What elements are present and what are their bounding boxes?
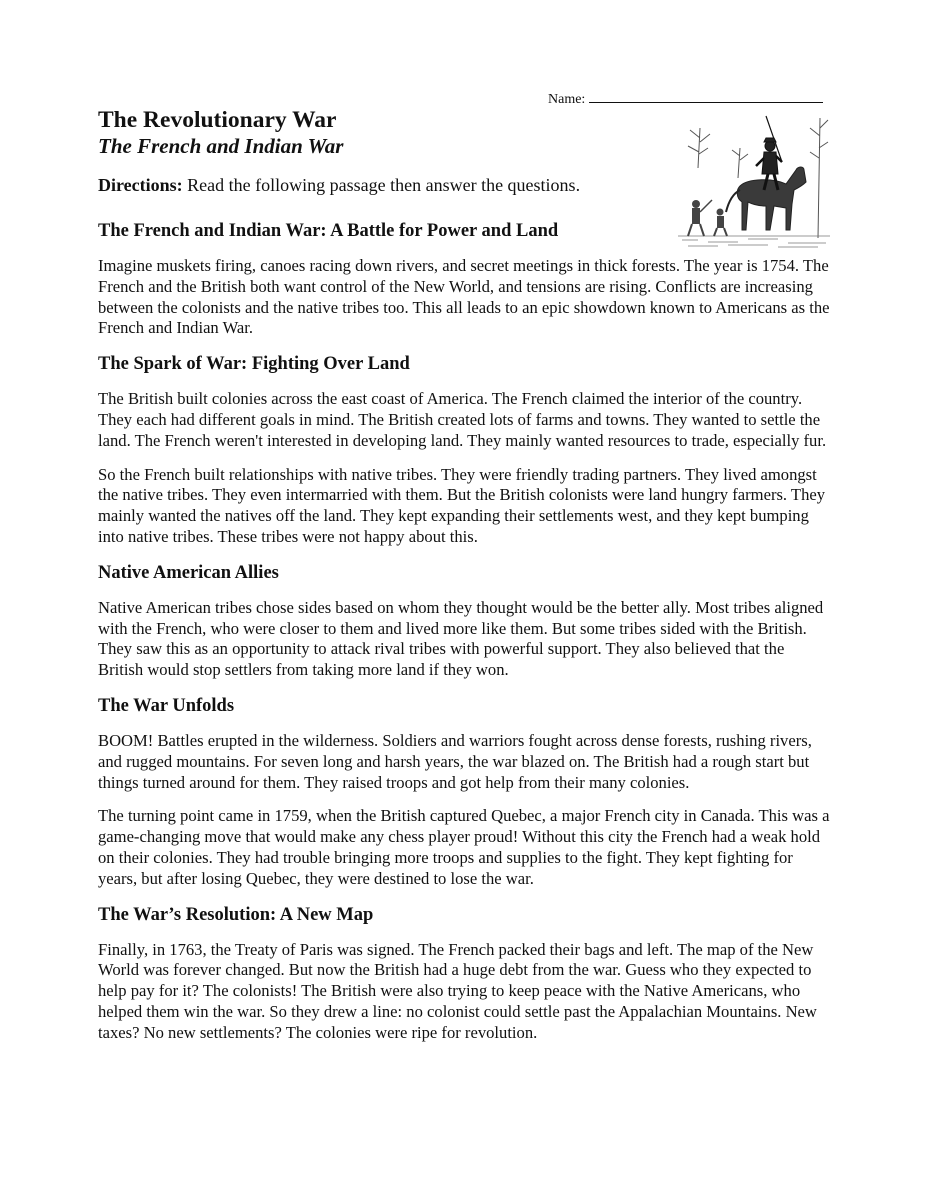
worksheet-subtitle: The French and Indian War <box>98 134 344 158</box>
section-heading: Native American Allies <box>98 562 279 583</box>
name-field[interactable] <box>548 88 823 108</box>
directions <box>98 174 580 196</box>
paragraph: Finally, in 1763, the Treaty of Paris was signed. The French packed their bags and left. The map of the New World was forever changed. But now the British had a huge debt from the war. Guess who they expected to help pay for it? The colonists! The British were also trying to keep peace with the Native Americans, who helped them win the war. So they drew a line: no colonist could settle past the Appalachian Mountains. New taxes? No new settlements? The colonies were ripe for revolution. <box>98 939 817 1042</box>
section-heading: The French and Indian War: A Battle for Power and Land <box>98 221 559 241</box>
section-heading: The War Unfolds <box>98 695 235 716</box>
paragraph: The turning point came in 1759, when the British captured Quebec, a major French city in Canada. This was a game-changing move that would make any chess player proud! Without this city the French had a weak hold on their colonies. They had trouble bringing more troops and supplies to the fight. They kept fighting for years, but after losing Quebec, they were destined to lose the war. <box>98 806 830 888</box>
passage <box>98 219 832 1057</box>
name-underline[interactable] <box>589 88 823 103</box>
paragraph: Native American tribes chose sides based on whom they thought would be the better ally. Most tribes aligned with the French, who were closer to them and lived more like them. But some tribes sided with the British. They saw this as an opportunity to attack rival tribes with powerful support. They also believed that the British would stop settlers from taking more land if they won. <box>98 597 824 680</box>
section-heading: The Spark of War: Fighting Over Land <box>98 354 410 375</box>
name-label: Name: <box>548 92 586 107</box>
paragraph: The British built colonies across the east coast of America. The French claimed the interior of the country. They each had different goals in mind. The British created lots of farms and towns. They wanted to settle the land. The French weren't interested in developing land. They mainly wanted resources to trade, especially fur. <box>98 389 827 450</box>
worksheet-title: The Revolutionary War <box>98 107 337 133</box>
directions-text: Read the following passage then answer the questions. <box>182 175 581 195</box>
directions-label: Directions: <box>98 175 183 195</box>
paragraph: BOOM! Battles erupted in the wilderness. Soldiers and warriors fought across dense forests, rushing rivers, and rugged mountains. For seven long and harsh years, the war blazed on. The British had a rough start but things turned around for them. They raised troops and got help from their many colonies. <box>98 730 812 792</box>
paragraph: Imagine muskets firing, canoes racing down rivers, and secret meetings in thick forests. The year is 1754. The French and the British both want control of the New World, and tensions are rising. Conflicts are increasing between the colonists and the native tribes too. This all leads to an epic showdown known to Americans as the French and Indian War. <box>98 256 830 338</box>
section-heading: The War’s Resolution: A New Map <box>98 904 374 925</box>
paragraph: So the French built relationships with native tribes. They were friendly trading partners. They lived amongst the native tribes. They even intermarried with them. But the British colonists were land hungry farmers. They mainly wanted the natives off the land. They kept expanding their settlements west, and they kept bumping into native tribes. These tribes were not happy about this. <box>98 464 826 546</box>
